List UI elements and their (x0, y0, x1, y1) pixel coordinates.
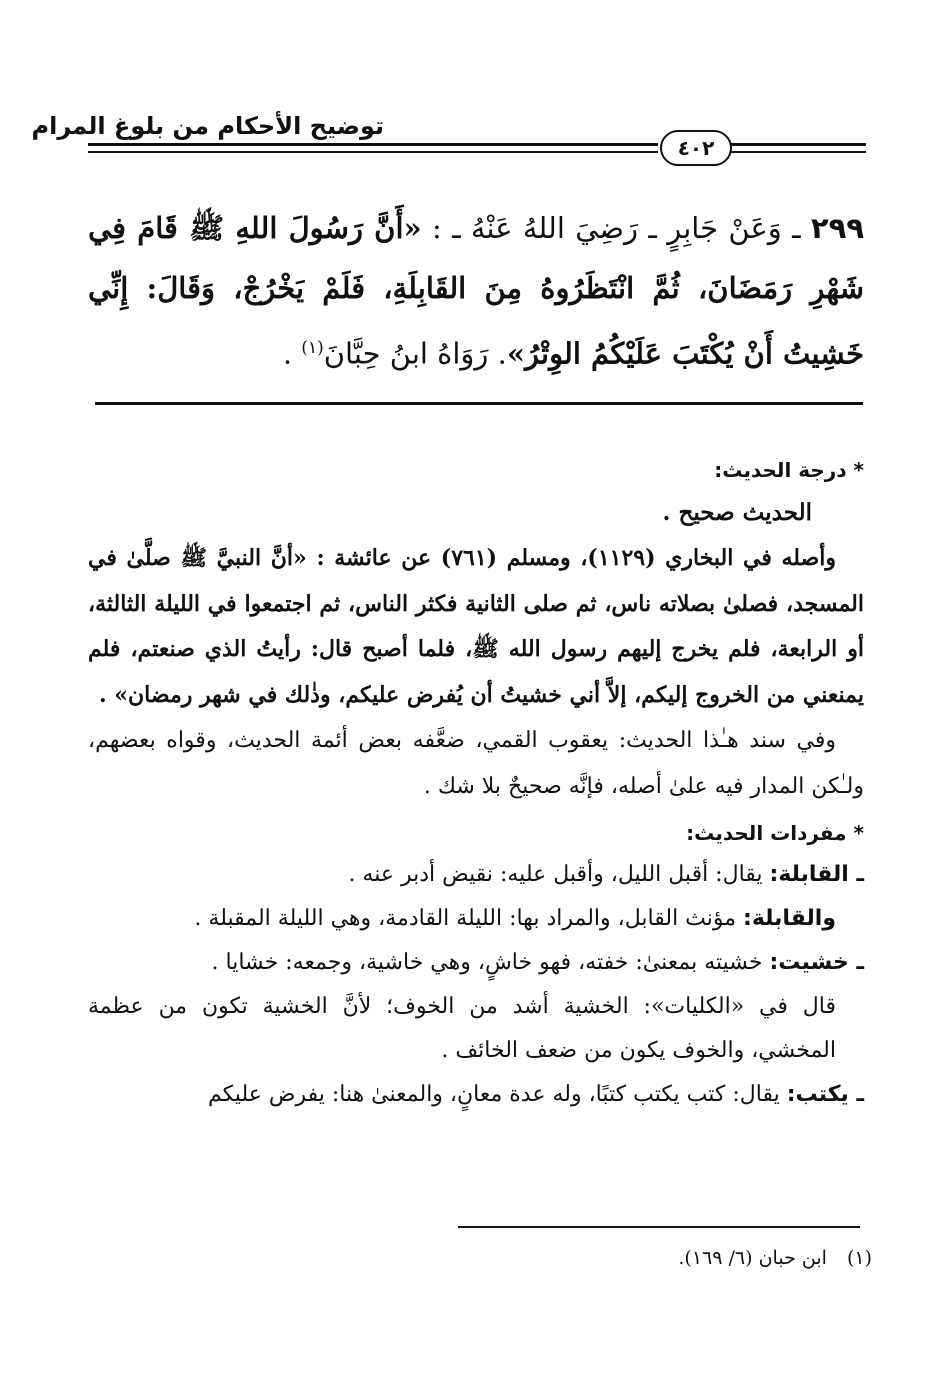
vocab-item (88, 985, 864, 1073)
vocab-definition: قال في «الكليات»: الخشية أشد من الخوف؛ لأنَّ الخشية تكون من عظمة المخشي، والخوف يكون من ضعف الخائف . (88, 994, 836, 1063)
vocab-item (88, 1073, 864, 1117)
grade-paragraph-1: وأصله في البخاري (١١٢٩)، ومسلم (٧٦١) عن عائشة : «أنَّ النبيَّ ﷺ صلَّىٰ في المسجد، فصلىٰ بصلاته ناس، ثم صلى الثانية فكثر الناس، ثم اجتمعوا في الليلة الثالثة، أو الرابعة، فلم يخرج إليهم رسول الله ﷺ، فلما أصبح قال: رأيتُ الذي صنعتم، فلم يمنعني من الخروج إليكم، إلاَّ أني خشيتُ أن يُفرض عليكم، وذٰلك في شهر رمضان» . (88, 545, 864, 708)
header-rule-right (730, 143, 866, 146)
vocab-term: ـ خشيت: (769, 950, 864, 975)
hadith-end: . (282, 336, 302, 371)
footnote-marker: (١) (846, 1247, 872, 1269)
footnote-reference: (١) (301, 338, 324, 358)
hadith-matn: «أَنَّ رَسُولَ اللهِ ﷺ قَامَ فِي شَهْرِ رَمَضَانَ، ثُمَّ انْتَظَرُوهُ مِنَ القَابِلَةِ، فَلَمْ يَخْرُجْ، وَقَالَ: إِنِّي خَشِيتُ أَنْ يُكْتَبَ عَلَيْكُمُ الوِتْرُ» (88, 211, 864, 371)
header-rule-left-lower (88, 151, 658, 153)
vocab-heading: * مفردات الحديث: (686, 821, 864, 845)
vocab-definition: يقال: كتب يكتب كتبًا، وله عدة معانٍ، والمعنىٰ هنا: يفرض عليكم (208, 1082, 787, 1107)
vocab-term: ـ القابلة: (769, 862, 864, 887)
running-header-title: توضيح الأحكام من بلوغ المرام (31, 112, 384, 140)
vocab-item (88, 941, 864, 985)
commentary (88, 450, 864, 1117)
footnote-rule (458, 1226, 860, 1228)
grade-verdict: الحديث صحيح . (662, 499, 812, 526)
hadith-number: ٢٩٩ (810, 211, 865, 245)
vocab-definition: يقال: أقبل الليل، وأقبل عليه: نقيض أدبر عنه . (348, 862, 770, 887)
page-number: ٤٠٢ (660, 130, 732, 166)
vocab-item (88, 897, 864, 941)
hadith-narrator: ـ وَعَنْ جَابِرٍ ـ رَضِيَ اللهُ عَنْهُ ـ : (432, 211, 801, 245)
header-rule-right-lower (730, 151, 866, 153)
vocab-definition: مؤنث القابل، والمراد بها: الليلة القادمة، وهي الليلة المقبلة . (194, 906, 744, 931)
vocab-item (88, 853, 864, 897)
vocab-definition: خشيته بمعنىٰ: خفته، فهو خاشٍ، وهي خاشية، وجمعه: خشايا . (211, 950, 770, 975)
vocab-term: والقابلة: (743, 906, 836, 931)
hadith-block (88, 198, 864, 384)
footnote-text: ابن حبان (٦/ ١٦٩). (678, 1247, 827, 1269)
hadith-source: . رَوَاهُ ابنُ حِبَّانَ (323, 336, 507, 371)
grade-heading: * درجة الحديث: (714, 458, 864, 482)
header-rule-left (88, 143, 658, 146)
footnote (400, 1243, 872, 1273)
vocab-term: ـ يكتب: (786, 1082, 864, 1107)
section-divider (95, 402, 863, 405)
grade-paragraph-2: وفي سند هـٰذا الحديث: يعقوب القمي، ضعَّفه بعض أئمة الحديث، وقواه بعضهم، ولـٰكن المدار فيه علىٰ أصله، فإنَّه صحيحٌ بلا شك . (88, 728, 864, 799)
